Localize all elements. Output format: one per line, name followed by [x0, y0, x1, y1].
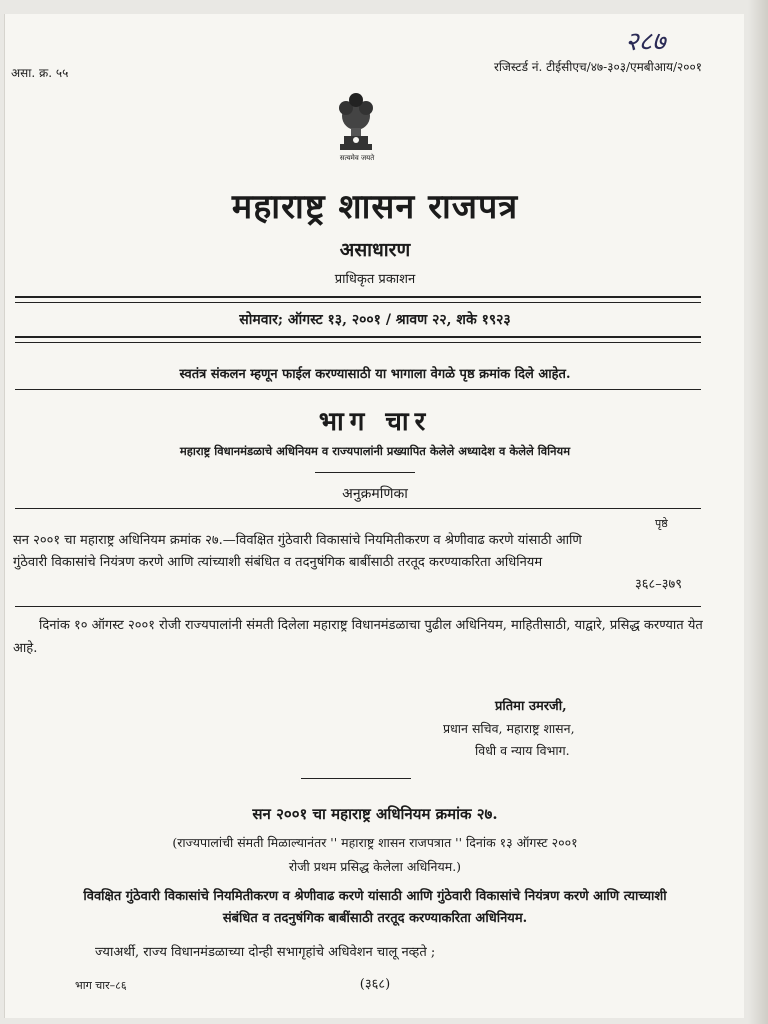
part-title: भाग चार: [318, 407, 432, 437]
act-heading: सन २००१ चा महाराष्ट्र अधिनियम क्रमांक २७.: [252, 805, 498, 823]
gazette-page: [4, 14, 744, 1018]
pages-column-heading: पृष्ठे: [655, 517, 668, 530]
signatory-designation: प्रधान सचिव, महाराष्ट्र शासन,: [443, 721, 575, 736]
part-description: महाराष्ट्र विधानमंडळाचे अधिनियम व राज्यपालांनी प्रख्यापित केलेले अध्यादेश व केलेले विनियम: [179, 444, 571, 458]
whereas-clause: ज्याअर्थी, राज्य विधानमंडळाच्या दोन्ही सभागृहांचे अधिवेशन चालू नव्हते ;: [95, 945, 436, 960]
gazette-subtitle: असाधारण: [339, 239, 411, 261]
footer-page-number: (३६८): [359, 977, 391, 992]
footer-part-ref: भाग चार–८६: [75, 979, 127, 992]
short-divider: [301, 778, 411, 779]
divider: [15, 336, 701, 338]
short-divider: [315, 472, 415, 473]
authority-line: प्राधिकृत प्रकाशन: [334, 272, 416, 287]
emblem-motto: सत्यमेव जयते: [339, 154, 375, 162]
divider: [15, 302, 701, 303]
divider: [15, 389, 701, 390]
divider: [15, 508, 701, 509]
index-entry: सन २००१ चा महाराष्ट्र अधिनियम क्रमांक २७.—विवक्षित गुंठेवारी विकासांचे नियमितीकरण व श्रेणीवाढ करणे यांसाठी आणि गुंठेवारी विकासांचे नियंत्रण करणे आणि त्यांच्याशी संबंधित व तदनुषंगिक बाबींसाठी तरतूद करण्याकरिता अधिनियम: [13, 533, 582, 570]
signatory-department: विधी व न्याय विभाग.: [475, 743, 570, 758]
registration-number: रजिस्टर्ड नं. टीईसीएच/४७-३०३/एमबीआय/२००१: [493, 60, 702, 74]
page-edge: [748, 0, 768, 1024]
act-long-title: विवक्षित गुंठेवारी विकासांचे नियमितीकरण व श्रेणीवाढ करणे यांसाठी आणि गुंठेवारी विकासांचे नियंत्रण करणे आणि त्याच्याशी संबंधित व तदनुषंगिक बाबींसाठी तरतूद करण्याकरिता अधिनियम.: [83, 889, 667, 926]
serial-number: असा. क्र. ५५: [11, 66, 69, 80]
intro-paragraph: दिनांक १० ऑगस्ट २००१ रोजी राज्यपालांनी संमती दिलेला महाराष्ट्र विधानमंडळाचा पुढील अधिनियम, माहितीसाठी, याद्वारे, प्रसिद्ध करण्यात येत आहे.: [13, 618, 703, 656]
divider: [15, 342, 701, 343]
index-entry-pages: ३६८–३७९: [635, 577, 683, 592]
divider: [15, 296, 701, 298]
divider: [15, 606, 701, 607]
assent-note-line1: (राज्यपालांची संमती मिळाल्यानंतर '' महाराष्ट्र शासन राजपत्रात '' दिनांक १३ ऑगस्ट २००१: [172, 835, 578, 850]
gazette-title: महाराष्ट्र शासन राजपत्र: [231, 187, 519, 227]
file-note: स्वतंत्र संकलन म्हणून फाईल करण्यासाठी या भागाला वेगळे पृष्ठ क्रमांक दिले आहेत.: [179, 367, 571, 382]
handwritten-page-number: २८७: [625, 27, 666, 57]
signatory-name: प्रतिमा उमरजी,: [495, 699, 567, 714]
index-heading: अनुक्रमणिका: [342, 486, 408, 502]
date-line: सोमवार; ऑगस्ट १३, २००१ / श्रावण २२, शके १९२३: [239, 312, 511, 328]
assent-note-line2: रोजी प्रथम प्रसिद्ध केलेला अधिनियम.): [288, 859, 462, 874]
